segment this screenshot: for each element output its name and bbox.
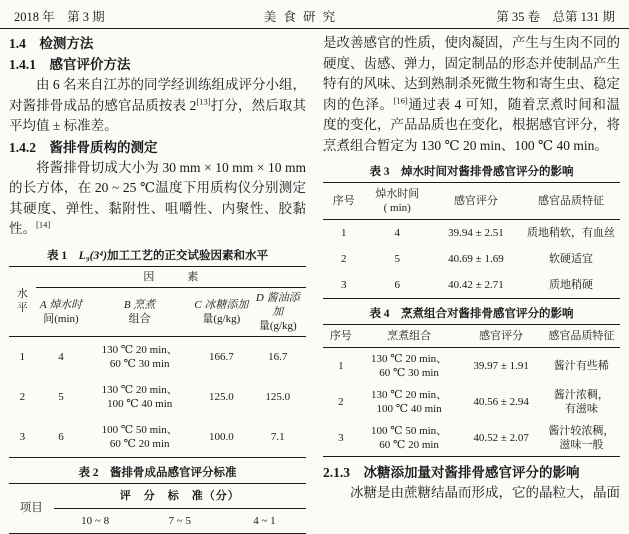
table4-row xyxy=(323,420,620,457)
table-cell: 6 xyxy=(394,279,400,291)
paragraph-cooking-discussion: 是改善感官的性质，使肉凝固，产生与生肉不同的硬度、齿感、弹力，固定制品的形态并使制品产生特有的风味、达到熟制杀死微生物和寄生虫、稳定肉的色泽。[16]通过表 4 可知，随着烹煮时间和温度的变化，产品品质也在变化，根据感官评分，将烹煮组合暂定为 130 ℃ 20 min、100 ℃ 40 min。 xyxy=(323,35,621,153)
table-cell: 125.0 xyxy=(208,390,234,403)
table1-orthogonal-factors xyxy=(9,266,306,458)
table4-column-header-combo: 烹煮组合 xyxy=(359,325,460,348)
table2-range-header: 7 ~ 5 xyxy=(168,514,191,527)
table2-range-header: 4 ~ 1 xyxy=(253,514,276,527)
table1-factor-span-header: 因 素 xyxy=(36,266,306,287)
table-cell: 39.97 ± 1.91 xyxy=(473,360,529,372)
table2-range-header: 10 ~ 8 xyxy=(81,514,110,527)
table-cell: 酱汁浓稠， 有滋味 xyxy=(553,389,609,415)
section-heading-2-1-3: 2.1.3 冰糖添加量对酱排骨感官评分的影响 xyxy=(323,465,580,480)
two-column-body xyxy=(0,29,629,534)
table-cell: 质地稍硬 xyxy=(548,279,593,291)
table-cell: 5 xyxy=(58,390,64,403)
table3-row xyxy=(323,272,620,299)
table-cell: 3 xyxy=(19,430,26,443)
table-cell: 3 xyxy=(341,279,347,291)
table1-row xyxy=(9,377,306,417)
table-cell: 40.42 ± 2.71 xyxy=(448,279,504,291)
table4-cooking-combination xyxy=(323,324,620,457)
table4-column-header-feature: 感官品质特征 xyxy=(543,325,620,348)
table2-title: 表 2 酱排骨成品感官评分标准 xyxy=(78,466,237,479)
citation-16: [16] xyxy=(393,95,408,105)
table1-column-header-a: A 焯水时 间(min) xyxy=(36,287,86,336)
table-cell: 40.69 ± 1.69 xyxy=(448,253,504,265)
table-cell: 1 xyxy=(19,350,26,363)
left-column xyxy=(9,33,306,534)
table3-column-header-score: 感官评分 xyxy=(430,183,522,220)
table-cell: 酱汁较浓稠， 滋味一般 xyxy=(548,425,615,451)
table-cell: 软硬适宜 xyxy=(548,253,593,265)
table-cell: 4 xyxy=(394,227,400,239)
table-cell: 130 ℃ 20 min、 60 ℃ 30 min xyxy=(371,353,448,379)
citation-14: [14] xyxy=(36,219,51,230)
table-cell: 酱汁有些稀 xyxy=(553,360,609,372)
table1-level-header: 水 平 xyxy=(9,266,36,336)
table2-item-header: 项目 xyxy=(19,502,43,514)
table1-column-header-d: D 酱油添加 量(g/kg) xyxy=(250,287,306,336)
table4-column-header-no: 序号 xyxy=(323,325,359,348)
table-cell: 2 xyxy=(341,253,347,265)
table-cell: 2 xyxy=(19,390,26,403)
issue-info-right: 第 35 卷 总第 131 期 xyxy=(496,10,615,24)
running-head xyxy=(0,0,629,29)
section-heading-1-4-2: 1.4.2 酱排骨质构的测定 xyxy=(9,139,158,155)
table3-blanching-time xyxy=(323,182,620,299)
table3-column-header-time: 焯水时间 ( min) xyxy=(365,183,430,220)
table3-title: 表 3 焯水时间对酱排骨感官评分的影响 xyxy=(369,166,574,178)
table4-row xyxy=(323,348,620,385)
table-cell: 5 xyxy=(394,253,400,265)
table4-title: 表 4 烹煮组合对酱排骨感官评分的影响 xyxy=(369,308,574,320)
table-cell: 质地稍软，有血丝 xyxy=(526,227,615,239)
table-cell: 166.7 xyxy=(208,350,234,363)
citation-13: [13] xyxy=(196,96,211,106)
table2-scoring-standard xyxy=(9,483,306,534)
table-cell: 3 xyxy=(338,432,344,444)
table3-row xyxy=(323,220,620,247)
table-cell: 1 xyxy=(338,360,344,372)
table-cell: 100 ℃ 50 min、 60 ℃ 20 min xyxy=(371,425,448,451)
table-cell: 1 xyxy=(341,227,347,239)
table-cell: 130 ℃ 20 min、 100 ℃ 40 min xyxy=(371,389,448,415)
table1-row xyxy=(9,336,306,377)
table1-row xyxy=(9,417,306,458)
table-cell: 4 xyxy=(58,350,64,363)
table-cell: 100.0 xyxy=(208,430,234,443)
table2-score-span-header: 评 分 标 准（分） xyxy=(54,483,306,508)
table-cell: 130 ℃ 20 min、 100 ℃ 40 min xyxy=(101,383,178,410)
table1-column-header-b: B 烹煮 组合 xyxy=(86,287,193,336)
right-column xyxy=(323,33,620,534)
table-cell: 16.7 xyxy=(268,350,288,363)
table-cell: 39.94 ± 2.51 xyxy=(448,227,504,239)
table4-row xyxy=(323,384,620,420)
table-cell: 6 xyxy=(58,430,64,443)
table3-column-header-feature: 感官品质特征 xyxy=(522,183,620,220)
table3-row xyxy=(323,246,620,272)
table-cell: 125.0 xyxy=(265,390,291,403)
table-cell: 130 ℃ 20 min、 60 ℃ 30 min xyxy=(101,343,178,370)
issue-info-left: 2018 年 第 3 期 xyxy=(14,10,105,24)
table-cell: 40.52 ± 2.07 xyxy=(473,432,529,444)
table-cell: 40.56 ± 2.94 xyxy=(473,396,529,408)
section-heading-1-4-1: 1.4.1 感官评价方法 xyxy=(9,57,131,72)
section-heading-1-4: 1.4 检测方法 xyxy=(9,36,94,51)
table1-column-header-c: C 冰糖添加 量(g/kg) xyxy=(193,287,249,336)
paragraph-sensory-method: 由 6 名来自江苏的同学经训练组成评分小组，对酱排骨成品的感官品质按表 2[13]打分，然后取其平均值 ± 标准差。 xyxy=(9,77,307,133)
table1-title: 表 1 L₉(3⁴)加工工艺的正交试验因素和水平 xyxy=(46,249,269,262)
table4-column-header-score: 感官评分 xyxy=(460,325,543,348)
table3-column-header-no: 序号 xyxy=(323,183,365,220)
table-cell: 7.1 xyxy=(270,430,285,443)
paragraph-rock-sugar: 冰糖是由蔗糖结晶而形成，它的晶粒大，晶面 xyxy=(350,485,620,500)
paragraph-texture-method: 将酱排骨切成大小为 30 mm × 10 mm × 10 mm 的长方体，在 20 ~ 25 ℃温度下用质构仪分别测定其硬度、弹性、黏附性、咀嚼性、内聚性、胶黏性。[14] xyxy=(9,159,306,236)
journal-title: 美 食 研 究 xyxy=(263,10,338,24)
table-cell: 100 ℃ 50 min、 60 ℃ 20 min xyxy=(101,423,178,450)
orthogonal-array-notation: L₉(3⁴) xyxy=(78,249,108,262)
table-cell: 2 xyxy=(338,396,344,408)
